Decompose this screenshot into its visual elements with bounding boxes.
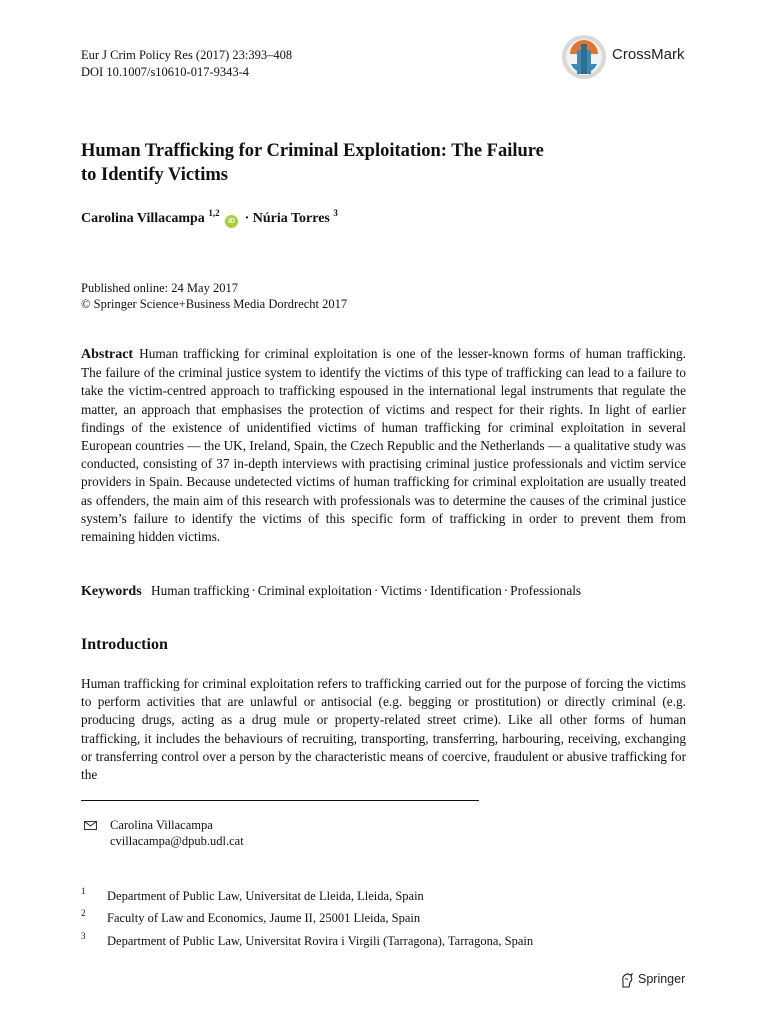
article-title xyxy=(81,139,691,187)
author-separator: · xyxy=(244,211,250,226)
keywords-label: Keywords xyxy=(81,584,142,599)
published-date: Published online: 24 May 2017 xyxy=(81,281,238,295)
orcid-icon[interactable]: iD xyxy=(225,215,238,228)
journal-header xyxy=(81,47,292,81)
abstract-text: Human trafficking for criminal exploitation is one of the lesser-known forms of human trafficking. The failure of the criminal justice system to identify the victims of this type of trafficking can lead to a failure to take the victim-centred approach to trafficking espoused in the international legal instruments that regulate the matter, an approach that emphasises the protection of victims and respect for their rights. In light of earlier findings of the existence of unidentified victims of human trafficking for criminal exploitation in several European countries — the UK, Ireland, Spain, the Czech Republic and the Netherlands — a qualitative study was conducted, consisting of 37 in-depth interviews with practising criminal justice professionals and victim service providers in Spain. Because undetected victims of human trafficking for criminal exploitation are usually treated as offenders, the main aim of this research with professionals was to determine the causes of the criminal justice system’s failure to identify the victims of this specific form of trafficking in order to prevent them from remaining hidden victims. xyxy=(81,346,686,545)
keyword-separator: · xyxy=(373,583,379,598)
abstract-label: Abstract xyxy=(81,347,134,362)
contact-email[interactable]: cvillacampa@dpub.udl.cat xyxy=(110,834,244,848)
crossmark-badge[interactable] xyxy=(561,34,691,80)
keyword: Victims xyxy=(380,583,422,598)
title-line-1: Human Trafficking for Criminal Exploitation: The Failure xyxy=(81,141,544,161)
springer-horse-icon xyxy=(620,973,634,988)
abstract xyxy=(81,345,686,546)
publication-info xyxy=(81,280,347,312)
footnote-divider xyxy=(81,800,479,801)
affiliation-number: 1 xyxy=(81,886,86,896)
author-name: Carolina Villacampa xyxy=(81,211,205,226)
affiliation-text: Faculty of Law and Economics, Jaume II, 25001 Lleida, Spain xyxy=(107,911,421,925)
keyword: Human trafficking xyxy=(151,583,250,598)
affiliation-text: Department of Public Law, Universitat de Lleida, Lleida, Spain xyxy=(107,889,424,903)
keyword-separator: · xyxy=(503,583,509,598)
author-affiliation-marker: 3 xyxy=(333,208,338,218)
copyright-notice: © Springer Science+Business Media Dordrecht 2017 xyxy=(81,297,348,311)
keyword: Criminal exploitation xyxy=(257,583,372,598)
author-name: Núria Torres xyxy=(252,211,330,226)
keyword: Identification xyxy=(430,583,502,598)
crossmark-icon xyxy=(561,34,607,80)
crossmark-label: CrossMark xyxy=(612,46,685,63)
publisher-name: Springer xyxy=(638,972,686,986)
introduction-paragraph: Human trafficking for criminal exploitation refers to trafficking carried out for the purpose of forcing the victims to perform activities that are unlawful or antisocial (e.g. begging or prostitution) or directly criminal (e.g. producing drugs, acting as a drug mule or property-related street crime). Like all other forms of human trafficking, it includes the behaviours of recruiting, transporting, transferring, harbouring, receiving, exchanging or transferring control over a person by the characteristic means of coercive, fraudulent or abusive trafficking for the xyxy=(81,676,686,783)
affiliation-text: Department of Public Law, Universitat Rovira i Virgili (Tarragona), Tarragona, Spain xyxy=(107,934,534,948)
journal-citation: Eur J Crim Policy Res (2017) 23:393–408 xyxy=(81,48,293,62)
keyword-separator: · xyxy=(251,583,256,598)
keyword-separator: · xyxy=(423,583,429,598)
section-heading: Introduction xyxy=(81,636,168,653)
affiliation-number: 3 xyxy=(81,931,86,941)
author-list xyxy=(81,208,338,228)
keywords xyxy=(81,583,701,600)
author-affiliation-marker: 1,2 xyxy=(208,208,220,218)
publisher-logo xyxy=(620,972,700,990)
envelope-icon xyxy=(84,821,97,830)
keyword: Professionals xyxy=(510,583,582,598)
affiliation-number: 2 xyxy=(81,908,86,918)
doi[interactable]: DOI 10.1007/s10610-017-9343-4 xyxy=(81,65,250,79)
contact-name: Carolina Villacampa xyxy=(110,818,213,832)
title-line-2: to Identify Victims xyxy=(81,165,228,185)
